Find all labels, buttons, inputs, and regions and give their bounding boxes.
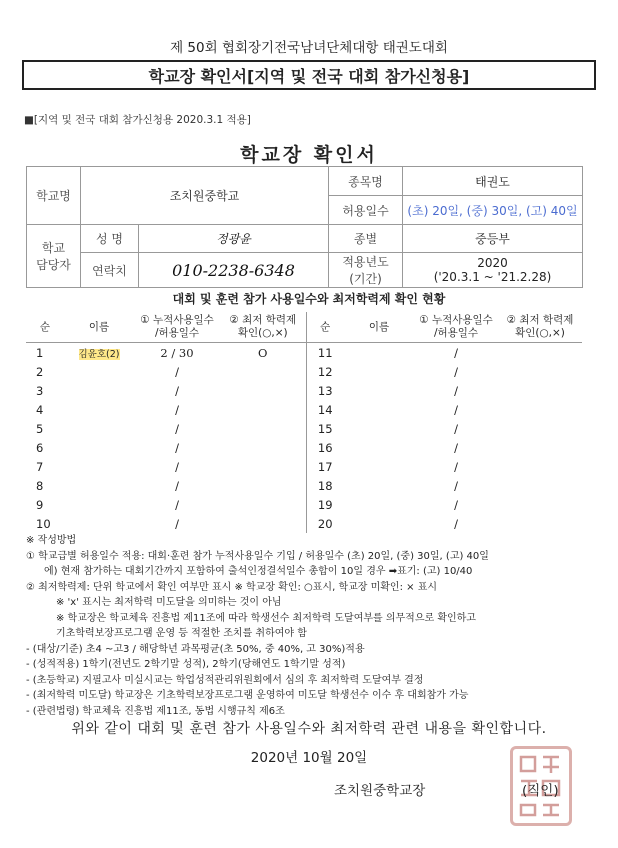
row-no: 15 [306, 419, 344, 438]
issue-date: 2020년 10월 20일 [250, 750, 368, 766]
school-name-label: 학교명 [27, 167, 81, 225]
row-name [64, 514, 134, 533]
col-used-line2: /허용일수 [433, 327, 479, 339]
row-name [344, 362, 414, 381]
table-row [26, 362, 582, 381]
row-name [344, 457, 414, 476]
row-name [344, 343, 414, 363]
row-used: / [454, 440, 458, 455]
year-label-line1: 적용년도 [342, 255, 389, 269]
row-used: / [175, 364, 179, 379]
status-title: 대회 및 훈련 참가 사용일수와 최저학력제 확인 현황 [172, 292, 446, 306]
instruction-line: 에) 현재 참가하는 대회기간까지 포함하여 출석인정결석일수 총합이 10일 경우 ➡표기: (고) 10/40 [44, 566, 473, 577]
col-used-header [414, 312, 498, 343]
row-check [220, 495, 306, 514]
row-no: 2 [36, 364, 44, 379]
col-min-line1: ② 최저 학력제 [229, 314, 297, 326]
row-no: 4 [36, 402, 44, 417]
row-no: 20 [306, 514, 344, 533]
row-used: / [175, 402, 179, 417]
row-used: / [175, 421, 179, 436]
row-name [64, 343, 134, 363]
row-used: / [454, 459, 458, 474]
row-no: 5 [36, 421, 44, 436]
row-name [344, 495, 414, 514]
row-no: 18 [306, 476, 344, 495]
form-title: 학교장 확인서 [240, 144, 378, 166]
row-check [498, 419, 582, 438]
allow-days-label: 허용일수 [329, 196, 403, 225]
row-name [344, 438, 414, 457]
row-name [344, 419, 414, 438]
row-no: 8 [36, 478, 44, 493]
row-check [220, 362, 306, 381]
category-label: 종별 [329, 225, 403, 253]
staff-label-line2: 담당자 [36, 258, 71, 272]
instructions [26, 533, 598, 719]
table-row [26, 457, 582, 476]
status-table [26, 312, 582, 533]
year-label [329, 253, 403, 288]
row-check [220, 419, 306, 438]
row-used: / [175, 497, 179, 512]
row-no: 14 [306, 400, 344, 419]
row-name [344, 400, 414, 419]
row-check: O [258, 345, 268, 360]
row-used: / [454, 345, 458, 360]
row-no: 9 [36, 497, 44, 512]
table-row [26, 438, 582, 457]
document-banner: 학교장 확인서[지역 및 전국 대회 참가신청용] [22, 60, 596, 90]
row-no: 6 [36, 440, 44, 455]
row-no: 13 [306, 381, 344, 400]
staff-label [27, 225, 81, 288]
col-no-header: 순 [26, 312, 64, 343]
row-check [498, 514, 582, 533]
row-no: 10 [36, 516, 51, 531]
event-title: 제 50회 협회장기전국남녀단체대항 태권도대회 [170, 40, 448, 56]
row-no: 16 [306, 438, 344, 457]
col-name-header: 이름 [344, 312, 414, 343]
row-used: / [454, 516, 458, 531]
instruction-line: 기초학력보장프로그램 운영 등 적절한 조치를 취하여야 함 [56, 628, 307, 639]
row-check [220, 381, 306, 400]
instruction-line: - (초등학교) 지필고사 미실시교는 학업성적관리위원회에서 심의 후 최저학력 도달여부 결정 [26, 674, 424, 686]
col-used-line2: /허용일수 [154, 327, 200, 339]
row-name [64, 495, 134, 514]
row-check [498, 476, 582, 495]
row-check [498, 438, 582, 457]
row-check [220, 476, 306, 495]
instruction-line: - (최저학력 미도달) 학교장은 기초학력보장프로그램 운영하여 미도달 학생선수 이수 후 대회참가 가능 [26, 690, 469, 701]
instruction-line: ① 학교급별 허용일수 적용: 대회·훈련 참가 누적사용일수 기입 / 허용일수 (초) 20일, (중) 30일, (고) 40일 [26, 550, 489, 562]
allow-days-value: (초) 20일, (중) 30일, (고) 40일 [403, 196, 583, 225]
name-label: 성 명 [81, 225, 139, 253]
col-min-line2: 확인(○,×) [515, 327, 565, 339]
year-label-line2: (기간) [349, 272, 382, 286]
table-row [26, 381, 582, 400]
row-name [344, 381, 414, 400]
col-min-header [220, 312, 306, 343]
table-row [26, 476, 582, 495]
row-check [498, 400, 582, 419]
table-row [26, 400, 582, 419]
col-no-header: 순 [306, 312, 344, 343]
col-used-line1: ① 누적사용일수 [419, 314, 493, 326]
row-used: / [175, 440, 179, 455]
instruction-line: ② 최저학력제: 단위 학교에서 확인 여부만 표시 ※ 학교장 확인: ○표시, 학교장 미확인: × 표시 [26, 581, 438, 593]
principal-signature: 조치원중학교장 [334, 783, 426, 799]
row-name-highlight: 김윤호(2) [78, 348, 120, 360]
table-row [26, 419, 582, 438]
instruction-line: - (성적적용) 1학기(전년도 2학기말 성적), 2학기(당해연도 1학기말 성적) [26, 659, 346, 670]
row-no: 19 [306, 495, 344, 514]
row-used: 2 / 30 [160, 345, 194, 360]
row-check [498, 381, 582, 400]
col-used-header [134, 312, 220, 343]
instruction-line: ※ 'x' 표시는 최저학력 미도달을 의미하는 것이 아님 [56, 597, 282, 608]
category-value: 중등부 [403, 225, 583, 253]
instruction-line: ※ 학교장은 학교체육 진흥법 제11조에 따라 학생선수 최저학력 도달여부를 의무적으로 확인하고 [56, 612, 476, 624]
row-check [498, 362, 582, 381]
contact-value: 010-2238-6348 [139, 253, 329, 288]
row-name [344, 514, 414, 533]
table-row [26, 495, 582, 514]
row-check [498, 457, 582, 476]
row-used: / [175, 459, 179, 474]
row-no: 1 [36, 345, 44, 360]
row-used: / [175, 516, 179, 531]
row-no: 3 [36, 383, 44, 398]
row-name [64, 438, 134, 457]
row-used: / [454, 497, 458, 512]
instruction-line: - (대상/기준) 초4 ~고3 / 해당학년 과목평균(초 50%, 중 40%, 고 30%)적용 [26, 643, 365, 655]
table-row [26, 514, 582, 533]
row-check [220, 400, 306, 419]
row-name [64, 400, 134, 419]
col-name-header: 이름 [64, 312, 134, 343]
col-min-header [498, 312, 582, 343]
row-used: / [454, 421, 458, 436]
instruction-line: - (관련법령) 학교체육 진흥법 제11조, 동법 시행규칙 제6조 [26, 705, 285, 717]
row-name [64, 457, 134, 476]
row-used: / [454, 383, 458, 398]
row-used: / [454, 478, 458, 493]
year-value-line1: 2020 [477, 256, 508, 270]
row-check [220, 457, 306, 476]
apply-note: ■[지역 및 전국 대회 참가신청용 2020.3.1 적용] [24, 114, 251, 126]
row-no: 17 [306, 457, 344, 476]
confirmation-statement: 위와 같이 대회 및 훈련 참가 사용일수와 최저학력 관련 내용을 확인합니다. [71, 721, 547, 737]
row-name [64, 362, 134, 381]
row-used: / [175, 478, 179, 493]
school-name-value: 조치원중학교 [81, 167, 329, 225]
col-min-line2: 확인(○,×) [237, 327, 288, 339]
row-used: / [454, 402, 458, 417]
staff-label-line1: 학교 [41, 241, 66, 255]
row-no: 7 [36, 459, 44, 474]
event-label: 종목명 [329, 167, 403, 196]
instructions-heading: ※ 작성방법 [26, 535, 77, 546]
event-value: 태권도 [403, 167, 583, 196]
school-info-table [26, 166, 583, 288]
row-check [498, 495, 582, 514]
row-no: 12 [306, 362, 344, 381]
row-no: 11 [306, 343, 344, 363]
row-name [344, 476, 414, 495]
col-min-line1: ② 최저 학력제 [506, 314, 574, 326]
row-name [64, 381, 134, 400]
row-used: / [454, 364, 458, 379]
contact-label: 연락치 [81, 253, 139, 288]
year-value-line2: ('20.3.1 ~ '21.2.28) [433, 270, 552, 284]
col-used-line1: ① 누적사용일수 [140, 314, 214, 326]
table-row [26, 343, 582, 363]
row-used: / [175, 383, 179, 398]
row-name [64, 476, 134, 495]
row-check [220, 438, 306, 457]
row-check [498, 343, 582, 363]
row-name [64, 419, 134, 438]
name-value: 정광윤 [139, 225, 329, 253]
row-check [220, 514, 306, 533]
year-value [403, 253, 583, 288]
seal-label: (직인) [522, 783, 559, 799]
